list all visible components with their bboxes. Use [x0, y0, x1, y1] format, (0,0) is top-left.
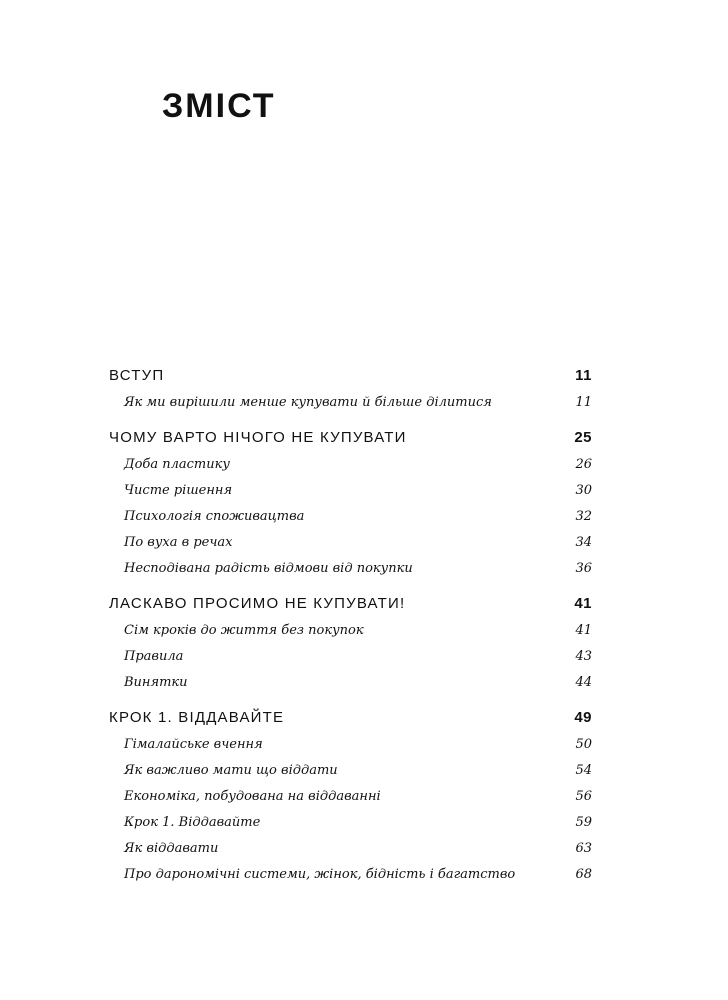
toc-entry [109, 390, 592, 416]
entry-title: Як ми вирішили менше купувати й більше ділитися [124, 395, 492, 410]
toc-entry [109, 618, 592, 644]
entry-page-number: 68 [575, 867, 592, 882]
entry-title: По вуха в речах [124, 535, 233, 550]
entry-page-number: 56 [575, 789, 592, 804]
toc-section-why [109, 424, 592, 582]
entry-title: Економіка, побудована на віддаванні [124, 789, 381, 804]
entry-title: Несподівана радість відмови від покупки [124, 561, 413, 576]
entry-page-number: 43 [575, 649, 592, 664]
toc-section-heading [109, 704, 592, 732]
entry-page-number: 59 [575, 815, 592, 830]
entry-page-number: 63 [575, 841, 592, 856]
page-title: ЗМІСТ [162, 87, 276, 125]
toc-entry [109, 670, 592, 696]
entry-page-number: 11 [575, 395, 592, 410]
toc-section-heading [109, 362, 592, 390]
toc-entry [109, 478, 592, 504]
entry-page-number: 26 [575, 457, 592, 472]
toc-entry [109, 504, 592, 530]
entry-page-number: 41 [575, 623, 592, 638]
toc-entry [109, 836, 592, 862]
entry-title: Сім кроків до життя без покупок [124, 623, 364, 638]
entry-page-number: 54 [575, 763, 592, 778]
section-page-number: 49 [574, 709, 592, 726]
toc-entry [109, 862, 592, 888]
entry-page-number: 32 [575, 509, 592, 524]
toc-entry [109, 810, 592, 836]
section-page-number: 25 [574, 429, 592, 446]
entry-page-number: 30 [575, 483, 592, 498]
entry-page-number: 34 [575, 535, 592, 550]
entry-title: Винятки [124, 675, 188, 690]
section-title: ЛАСКАВО ПРОСИМО НЕ КУПУВАТИ! [109, 595, 406, 612]
entry-title: Правила [124, 649, 184, 664]
toc-section-welcome [109, 590, 592, 696]
toc-entry [109, 644, 592, 670]
section-page-number: 11 [575, 367, 592, 384]
entry-title: Чисте рішення [124, 483, 233, 498]
section-title: КРОК 1. ВІДДАВАЙТЕ [109, 709, 285, 726]
entry-title: Про дарономічні системи, жінок, бідність і багатство [124, 867, 516, 882]
entry-title: Крок 1. Віддавайте [124, 815, 261, 830]
section-page-number: 41 [574, 595, 592, 612]
toc-entry [109, 758, 592, 784]
entry-title: Гімалайське вчення [124, 737, 263, 752]
entry-page-number: 50 [575, 737, 592, 752]
toc-entry [109, 556, 592, 582]
entry-title: Психологія споживацтва [124, 509, 305, 524]
table-of-contents [109, 362, 592, 896]
toc-entry [109, 530, 592, 556]
section-title: ВСТУП [109, 367, 165, 384]
toc-entry [109, 732, 592, 758]
section-title: ЧОМУ ВАРТО НІЧОГО НЕ КУПУВАТИ [109, 429, 407, 446]
entry-title: Доба пластику [124, 457, 230, 472]
entry-title: Як віддавати [124, 841, 219, 856]
toc-section-heading [109, 590, 592, 618]
toc-section-step-1 [109, 704, 592, 888]
toc-section-intro [109, 362, 592, 416]
toc-entry [109, 452, 592, 478]
entry-page-number: 36 [575, 561, 592, 576]
entry-page-number: 44 [575, 675, 592, 690]
toc-entry [109, 784, 592, 810]
toc-section-heading [109, 424, 592, 452]
entry-title: Як важливо мати що віддати [124, 763, 338, 778]
